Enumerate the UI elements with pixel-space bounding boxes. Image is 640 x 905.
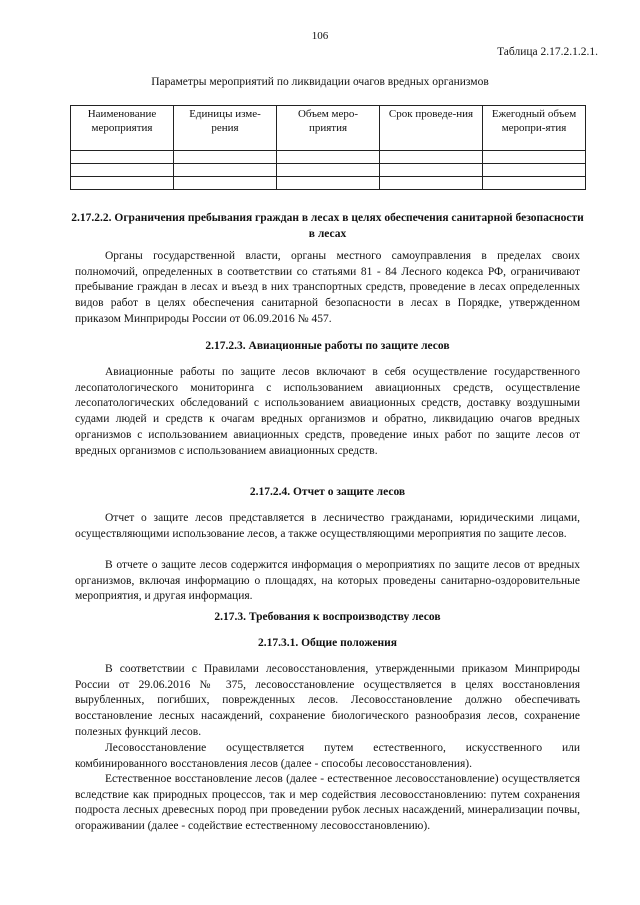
paragraph: Лесовосстановление осуществляется путем естественного, искусственного или комбинированного восстановления лесов (далее - способы лесовосстановления). — [75, 742, 580, 770]
table-cell — [380, 177, 483, 190]
table-cell — [277, 177, 380, 190]
paragraph: В соответствии с Правилами лесовосстановления, утвержденными приказом Минприроды России от 29.06.2016 № 375, лесовосстановление осуществляется в целях восстановления вырубленных, погибших, поврежденных лесов. Лесовосстановление должно обеспечивать восстановление лесных насаждений, сохранение биологического разнообразия лесов, сохранение полезных функций лесов. — [75, 663, 580, 738]
table-cell — [277, 151, 380, 164]
table-row — [71, 177, 586, 190]
table-label: Таблица 2.17.2.1.2.1. — [497, 46, 598, 58]
table-cell — [380, 151, 483, 164]
page-number: 106 — [311, 30, 329, 42]
table-header-cell: Ежегодный объем меропри-ятия — [483, 106, 586, 151]
table-header-row — [71, 106, 586, 151]
table-cell — [277, 164, 380, 177]
table-row — [71, 151, 586, 164]
table-header-cell: Наименование мероприятия — [71, 106, 174, 151]
section-heading: 2.17.2.4. Отчет о защите лесов — [249, 486, 406, 498]
paragraph: Органы государственной власти, органы местного самоуправления в пределах своих полномочий, определенных в соответствии со статьями 81 - 84 Лесного кодекса РФ, ограничивают пребывание граждан в лесах и въезд в них транспортных средств, проведение в лесах определенных видов работ в целях обеспечения санитарной безопасности в лесах в Порядке, утвержденном приказом Минприроды России от 06.09.2016 № 457. — [75, 250, 580, 325]
table-cell — [174, 177, 277, 190]
table-cell — [71, 177, 174, 190]
table-cell — [483, 164, 586, 177]
table-cell — [71, 164, 174, 177]
table-header-cell: Единицы изме-рения — [174, 106, 277, 151]
table-row — [71, 164, 586, 177]
table-header-cell: Срок проведе-ния — [380, 106, 483, 151]
table-cell — [483, 177, 586, 190]
parameters-table — [70, 105, 586, 190]
table-cell — [174, 164, 277, 177]
section-heading: 2.17.3.1. Общие положения — [257, 637, 398, 649]
section-heading: 2.17.2.3. Авиационные работы по защите лесов — [205, 340, 450, 352]
table-header-cell: Объем меро-приятия — [277, 106, 380, 151]
paragraph: Естественное восстановление лесов (далее - естественное лесовосстановление) осуществляется вследствие как природных процессов, так и мер содействия лесовосстановлению: путем сохранения подроста лесных древесных пород при проведении рубок лесных насаждений, минерализации почвы, огораживании (далее - содействие естественному лесовосстановлению). — [75, 773, 580, 833]
paragraph: Авиационные работы по защите лесов включают в себя осуществление государственного лесопатологического мониторинга с использованием авиационных средств, осуществление лесопатологических обследований с использованием авиационных средств, доставку воздушными судами людей и средств к очагам вредных организмов и обратно, ликвидацию очагов вредных организмов с использованием авиационных средств, проведение иных работ по защите лесов от вредных организмов с использованием авиационных средств. — [75, 366, 580, 457]
table-cell — [174, 151, 277, 164]
paragraph: Отчет о защите лесов представляется в лесничество гражданами, юридическими лицами, осуществляющими использование лесов, а также осуществляющими мероприятия по защите лесов. — [75, 512, 580, 540]
table-cell — [380, 164, 483, 177]
section-heading: 2.17.3. Требования к воспроизводству лесов — [214, 611, 441, 623]
table-title: Параметры мероприятий по ликвидации очагов вредных организмов — [151, 76, 489, 88]
table-cell — [71, 151, 174, 164]
paragraph: В отчете о защите лесов содержится информация о мероприятиях по защите лесов от вредных организмов, включая информацию о площадях, на которых проведены санитарно-оздоровительные мероприятия, и другая информация. — [75, 559, 580, 603]
table-cell — [483, 151, 586, 164]
section-heading: 2.17.2.2. Ограничения пребывания граждан в лесах в целях обеспечения санитарной безопасности в лесах — [71, 212, 584, 240]
